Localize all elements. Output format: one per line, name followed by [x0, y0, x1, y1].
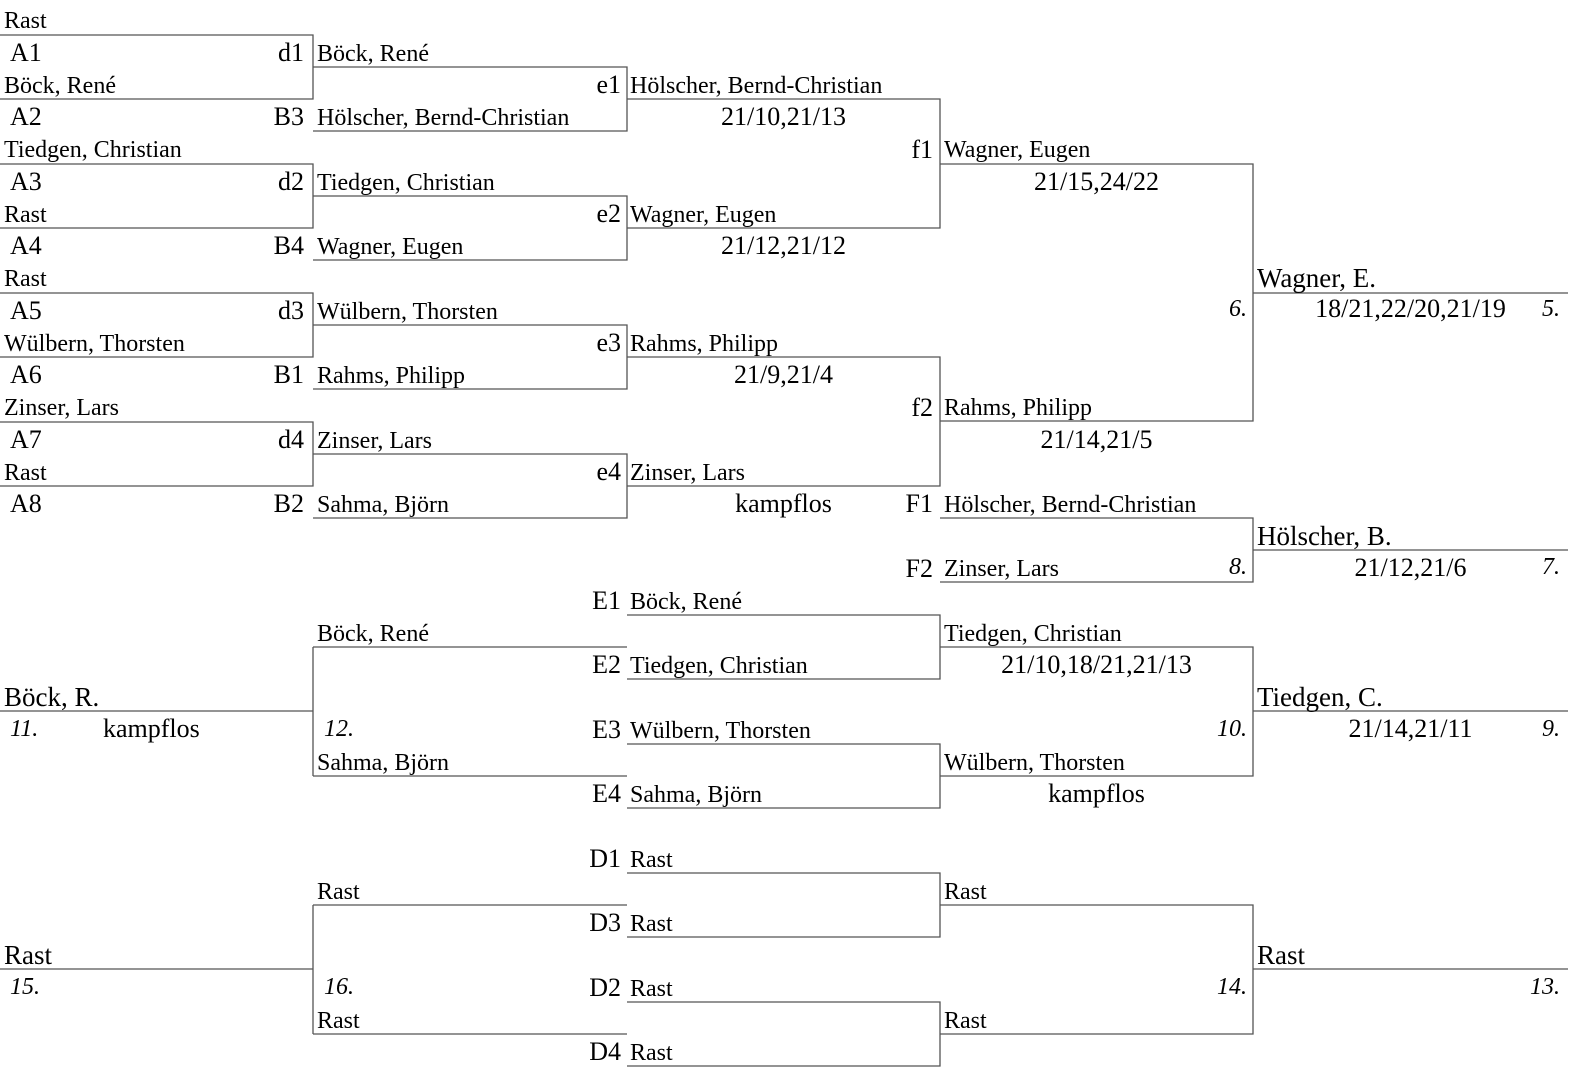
d-code: D1	[589, 844, 621, 873]
e-round-winner: Wülbern, Thorsten	[944, 750, 1125, 776]
slot-code: A4	[10, 231, 42, 260]
final-place-loser: 6.	[1229, 296, 1247, 322]
d-code: D2	[589, 973, 621, 1002]
slot-player: Zinser, Lars	[4, 395, 119, 421]
slot-code: A6	[10, 360, 42, 389]
round3-player: Rahms, Philipp	[630, 331, 779, 357]
round2-player: Tiedgen, Christian	[317, 170, 495, 196]
slot-code: A8	[10, 489, 42, 518]
slot-right-code: B1	[273, 360, 304, 389]
round3-score: kampflos	[735, 489, 832, 518]
semi-player: Rahms, Philipp	[944, 395, 1093, 421]
e-left-score: kampflos	[103, 714, 200, 743]
slot-right-code: d2	[278, 167, 304, 196]
slot-right-code: B2	[273, 489, 304, 518]
round3-score: 21/12,21/12	[721, 231, 846, 260]
d-left-player: Rast	[317, 879, 360, 905]
round3-player: Zinser, Lars	[630, 460, 745, 486]
e-round-score: 21/10,18/21,21/13	[1001, 650, 1192, 679]
slot-right-code: B3	[273, 102, 304, 131]
slot-player: Tiedgen, Christian	[4, 137, 182, 163]
round3-score: 21/10,21/13	[721, 102, 846, 131]
e-player: Wülbern, Thorsten	[630, 718, 811, 744]
place78-place-winner: 7.	[1542, 554, 1560, 580]
slot-right-code: d1	[278, 38, 304, 67]
slot-player: Rast	[4, 266, 47, 292]
round3-score: 21/9,21/4	[734, 360, 833, 389]
round2-player: Wagner, Eugen	[317, 234, 464, 260]
e-code: E3	[592, 715, 621, 744]
place78-player: Hölscher, Bernd-Christian	[944, 492, 1197, 518]
d-code: D4	[589, 1037, 621, 1066]
e-player: Böck, René	[630, 589, 742, 615]
place78-code: F1	[905, 489, 933, 518]
d-player: Rast	[630, 911, 673, 937]
round2-player: Sahma, Björn	[317, 492, 449, 518]
slot-right-code: d4	[278, 425, 304, 454]
e-player: Sahma, Björn	[630, 782, 762, 808]
round2-code: e4	[596, 457, 621, 486]
e-final-winner: Tiedgen, C.	[1257, 682, 1383, 712]
place78-code: F2	[905, 554, 933, 583]
e-player: Tiedgen, Christian	[630, 653, 808, 679]
d-player: Rast	[630, 847, 673, 873]
e-round-score: kampflos	[1048, 779, 1145, 808]
round3-player: Wagner, Eugen	[630, 202, 777, 228]
round2-code: e3	[596, 328, 621, 357]
place78-player: Zinser, Lars	[944, 556, 1059, 582]
round2-code: e2	[596, 199, 621, 228]
place78-winner: Hölscher, B.	[1257, 521, 1392, 551]
slot-right-code: d3	[278, 296, 304, 325]
slot-code: A7	[10, 425, 42, 454]
e-place-winner: 9.	[1542, 716, 1560, 742]
slot-code: A1	[10, 38, 42, 67]
e-left-place-mid: 12.	[324, 716, 354, 742]
place78-place-loser: 8.	[1229, 554, 1247, 580]
d-round-winner: Rast	[944, 1008, 987, 1034]
d-left-place: 15.	[10, 974, 40, 1000]
final-score: 18/21,22/20,21/19	[1315, 294, 1506, 323]
round2-player: Rahms, Philipp	[317, 363, 466, 389]
d-place-winner: 13.	[1530, 974, 1560, 1000]
round2-player: Böck, René	[317, 41, 429, 67]
round1-rast-top: Rast	[4, 8, 47, 34]
e-code: E2	[592, 650, 621, 679]
e-place-loser: 10.	[1217, 716, 1247, 742]
e-round-winner: Tiedgen, Christian	[944, 621, 1122, 647]
d-left-player: Rast	[317, 1008, 360, 1034]
d-round-winner: Rast	[944, 879, 987, 905]
d-left-winner: Rast	[4, 940, 53, 970]
e-left-player: Sahma, Björn	[317, 750, 449, 776]
round2-player: Hölscher, Bernd-Christian	[317, 105, 570, 131]
round3-player: Hölscher, Bernd-Christian	[630, 73, 883, 99]
final-winner: Wagner, E.	[1257, 263, 1376, 293]
slot-player: Rast	[4, 202, 47, 228]
slot-player: Rast	[4, 460, 47, 486]
slot-player: Wülbern, Thorsten	[4, 331, 185, 357]
slot-code: A3	[10, 167, 42, 196]
e-left-place: 11.	[10, 716, 39, 742]
e-left-player: Böck, René	[317, 621, 429, 647]
e-code: E4	[592, 779, 621, 808]
place78-score: 21/12,21/6	[1354, 553, 1467, 582]
semi-player: Wagner, Eugen	[944, 137, 1091, 163]
round3-code: f2	[911, 393, 933, 422]
round3-code: f1	[911, 135, 933, 164]
round2-player: Zinser, Lars	[317, 428, 432, 454]
round2-player: Wülbern, Thorsten	[317, 299, 498, 325]
slot-code: A5	[10, 296, 42, 325]
d-final-winner: Rast	[1257, 940, 1306, 970]
slot-right-code: B4	[273, 231, 304, 260]
semi-score: 21/15,24/22	[1034, 167, 1159, 196]
d-code: D3	[589, 908, 621, 937]
d-place-loser: 14.	[1217, 974, 1247, 1000]
semi-score: 21/14,21/5	[1040, 425, 1153, 454]
d-player: Rast	[630, 1040, 673, 1066]
e-code: E1	[592, 586, 621, 615]
d-player: Rast	[630, 976, 673, 1002]
final-place-winner: 5.	[1542, 296, 1560, 322]
e-final-score: 21/14,21/11	[1348, 714, 1473, 743]
round2-code: e1	[596, 70, 621, 99]
slot-code: A2	[10, 102, 42, 131]
d-left-place-mid: 16.	[324, 974, 354, 1000]
e-left-winner: Böck, R.	[4, 682, 100, 712]
slot-player: Böck, René	[4, 73, 116, 99]
